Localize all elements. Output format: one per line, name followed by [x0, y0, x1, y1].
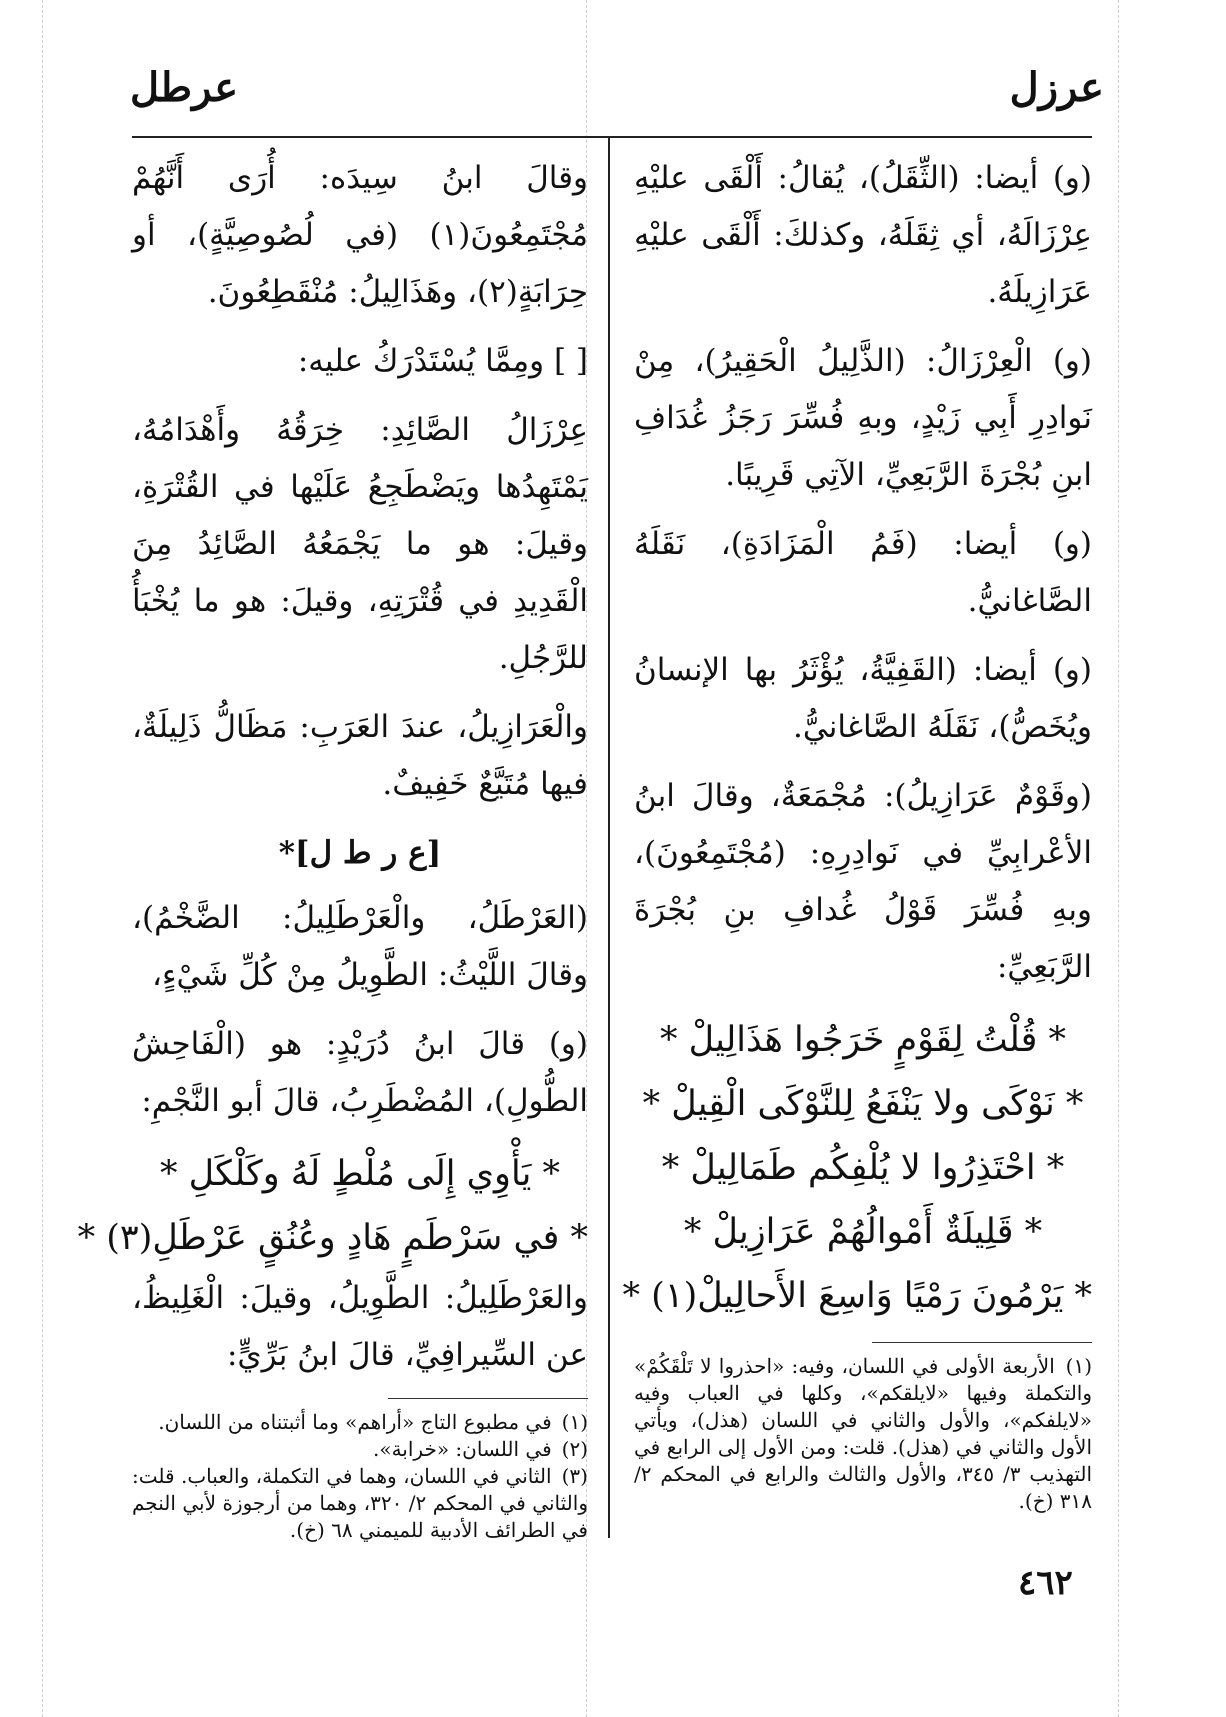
- right-column: [622, 150, 1092, 1515]
- scan-guide-line: [42, 0, 43, 1717]
- entry-paragraph: وقالَ ابنُ سِيدَه: أُرَى أَنَّهُمْ مُجْتَمِعُونَ(١) (في لُصُوصِيَّةٍ)، أو حِرَابَةٍ(٢)، وهَذَالِيلُ: مُنْقَطِعُونَ.: [132, 160, 588, 310]
- entry-paragraph: [ ] ومِمَّا يُسْتَدْرَكُ عليه:: [297, 343, 588, 379]
- entry-paragraph: (و) أيضا: (فَمُ الْمَزَادَةِ)، نَقَلَهُ الصَّاغانيُّ.: [634, 526, 1092, 619]
- entry-paragraph: والْعَرَازِيلُ، عندَ العَرَبِ: مَظَالُّ ذَلِيلَةٌ، فيها مُتَيَّعٌ خَفِيفٌ.: [132, 709, 588, 802]
- page-number: ٤٦٢: [1018, 1563, 1073, 1603]
- header-right-headword: عرزل: [1009, 64, 1104, 111]
- column-divider: [608, 136, 610, 1538]
- footnote-number: (٢): [561, 1437, 588, 1461]
- footnote-rule: [872, 1342, 1092, 1343]
- verse-line: * في سَرْطَمٍ هَادٍ وعُنُقٍ عَرْطَلِ(٣) *: [77, 1218, 588, 1258]
- footnote-text: الأربعة الأولى في اللسان، وفيه: «احذروا لا تَلْقَكُمْ» والتكملة وفيها «لايلقكم»، وكلها في العباب وفيه «لايلفكم»، والأول والثاني في اللسان (هذل)، ويأتي الأول والثاني في (هذل). قلت: ومن الأول إلى الرابع في التهذيب ٣/ ٣٤٥، والأول والثالث والرابع في المحكم ٢/ ٣١٨ (خ).: [634, 1354, 1092, 1513]
- footnote-text: في اللسان: «خرابة».: [372, 1437, 552, 1461]
- entry-paragraph: (العَرْطَلُ، والْعَرْطَلِيلُ: الضَّخْمُ)، وقالَ اللَّيْثُ: الطَّوِيلُ مِنْ كُلِّ شَيْءٍ،: [132, 900, 588, 993]
- entry-paragraph: والعَرْطَلِيلُ: الطَّوِيلُ، وقيلَ: الْغَلِيظُ، عن السِّيرافِيِّ، قالَ ابنُ بَرِّيٍّ:: [132, 1280, 588, 1373]
- entry-paragraph: (و) الْعِرْزَالُ: (الذَّلِيلُ الْحَقِيرُ)، مِنْ نَوادِرِ أَبِي زَيْدٍ، وبهِ فُسِّرَ رَجَزُ غُدَافِ ابنِ بُجْرَةَ الرَّبَعِيِّ، الآتِي قَرِيبًا.: [634, 343, 1092, 493]
- left-column: [77, 150, 588, 1544]
- footnote: [132, 1409, 588, 1436]
- footnote-number: (١): [561, 1410, 588, 1434]
- footnote: [634, 1353, 1092, 1515]
- header-rule: [132, 136, 1092, 138]
- verse-line: * يَرْمُونَ رَمْيًا وَاسِعَ الأَحالِيلْ(١) *: [622, 1276, 1092, 1316]
- footnote-text: الثاني في اللسان، وهما في التكملة، والعباب. قلت: والثاني في المحكم ٢/ ٣٢٠، وهما من أرجوزة لأبي النجم في الطرائف الأدبية للميمني ٦٨ (خ).: [132, 1464, 588, 1542]
- footnote: [132, 1436, 588, 1463]
- header-left-headword: عرطل: [130, 64, 239, 111]
- verse-line: * قَلِيلَةٌ أَمْوالُهُمْ عَرَازِيلْ *: [683, 1212, 1043, 1252]
- entry-paragraph: عِرْزَالُ الصَّائِدِ: خِرَقُهُ وأَهْدَامُهُ، يَمْتَهِدُها ويَضْطَجِعُ عَلَيْها في القُتْرَةِ، وقيلَ: هو ما يَجْمَعُهُ الصَّائِدُ مِنَ الْقَدِيدِ في قُتْرَتِهِ، وقيلَ: هو ما يُخْبَأُ للرَّجُلِ.: [132, 412, 588, 676]
- entry-heading: [ع ر ط ل]*: [278, 835, 442, 871]
- entry-paragraph: (و) أيضا: (الثِّقَلُ)، يُقالُ: أَلْقَى عليْهِ عِرْزَالَهُ، أي ثِقَلَهُ، وكذلكَ: أَلْقَى عليْهِ عَرَازِيلَهُ.: [634, 160, 1092, 310]
- footnote-number: (٣): [561, 1464, 588, 1488]
- entry-paragraph: (وقَوْمٌ عَرَازِيلُ): مُجْمَعَةٌ، وقالَ ابنُ الأعْرابِيِّ في نَوادِرِهِ: (مُجْتَمِعُونَ)، وبهِ فُسِّرَ قَوْلُ غُدافِ بنِ بُجْرَةَ الرَّبَعِيِّ:: [634, 778, 1092, 985]
- verse-line: * قُلْتُ لِقَوْمٍ خَرَجُوا هَذَالِيلْ *: [659, 1020, 1067, 1060]
- verse-line: * نَوْكَى ولا يَنْفَعُ لِلنَّوْكَى الْقِيلْ *: [642, 1084, 1084, 1124]
- verse-line: * يَأْوِي إِلَى مُلْطٍ لَهُ وكَلْكَلِ *: [160, 1154, 560, 1194]
- footnote-number: (١): [1065, 1354, 1092, 1378]
- scan-guide-line: [1118, 0, 1119, 1717]
- footnote-rule: [388, 1398, 588, 1399]
- footnote-text: في مطبوع التاج «أراهم» وما أثبتناه من اللسان.: [158, 1410, 552, 1434]
- entry-paragraph: (و) أيضا: (القَفِيَّةُ، يُؤْثَرُ بها الإنسانُ ويُخَصُّ)، نَقَلَهُ الصَّاغانيُّ.: [634, 652, 1092, 745]
- footnote: [132, 1463, 588, 1544]
- verse-line: * احْتَذِرُوا لا يُلْفِكُم طَمَالِيلْ *: [661, 1148, 1065, 1188]
- entry-paragraph: (و) قالَ ابنُ دُرَيْدٍ: هو (الْفَاحِشُ الطُّولِ)، المُضْطَرِبُ، قالَ أبو النَّجْمِ:: [132, 1026, 588, 1119]
